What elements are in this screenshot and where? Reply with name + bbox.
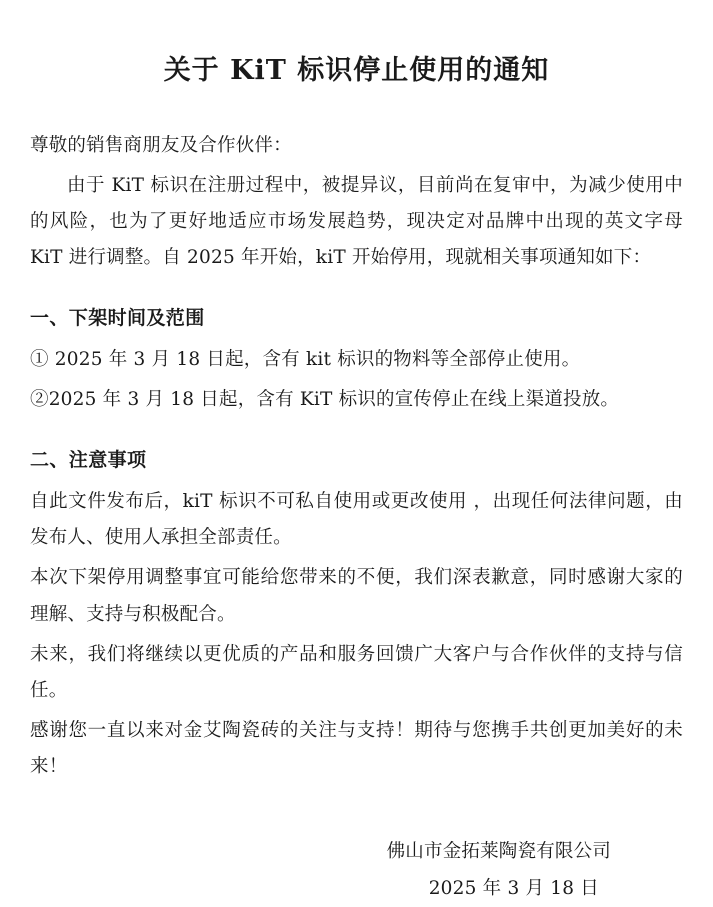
intro-paragraph: 由于 KiT 标识在注册过程中，被提异议，目前尚在复审中，为减少使用中的风险，也为了更好地适应市场发展趋势，现决定对品牌中出现的英文字母 KiT 进行调整。自 2025 年开始，kiT 开始停用，现就相关事项通知如下： [30,174,683,268]
signature-block [30,833,683,907]
list-item: 自此文件发布后，kiT 标识不可私自使用或更改使用 ，出现任何法律问题，由发布人、使用人承担全部责任。 [30,491,683,549]
list-item: 未来，我们将继续以更优质的产品和服务回馈广大客户与合作伙伴的支持与信任。 [30,643,683,701]
page-title: 关于 KiT 标识停止使用的通知 [163,55,550,86]
document-body [30,128,683,785]
list-item: ① 2025 年 3 月 18 日起，含有 kit 标识的物料等全部停止使用。 [30,349,581,371]
signature-date: 2025 年 3 月 18 日 [428,877,599,899]
signature-company: 佛山市金拓莱陶瓷有限公司 [386,840,611,862]
list-item: 本次下架停用调整事宜可能给您带来的不便，我们深表歉意，同时感谢大家的理解、支持与积极配合。 [30,567,683,625]
section-heading-1: 一、下架时间及范围 [30,307,205,330]
list-item: ②2025 年 3 月 18 日起，含有 KiT 标识的宣传停止在线上渠道投放。 [30,389,620,411]
list-item: 感谢您一直以来对金艾陶瓷砖的关注与支持！期待与您携手共创更加美好的未来！ [30,719,683,777]
salutation: 尊敬的销售商朋友及合作伙伴： [30,134,292,156]
section-heading-2: 二、注意事项 [30,449,147,472]
